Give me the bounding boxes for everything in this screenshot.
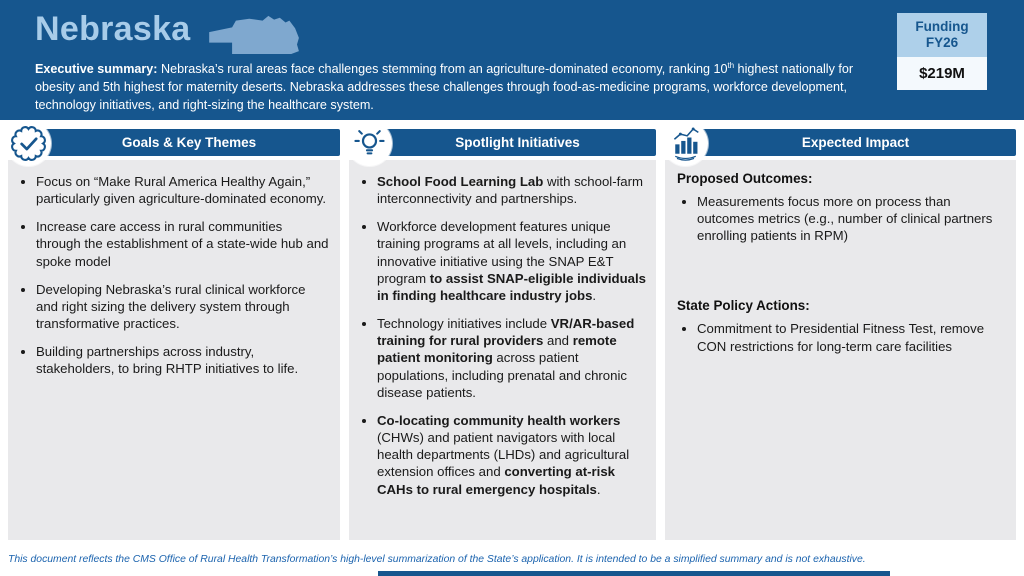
column-spotlight bbox=[349, 129, 656, 540]
executive-summary: Executive summary: Nebraska’s rural areas face challenges stemming from an agriculture-dominated economy, ranking 10th highest nationally for obesity and 5th highest for maternity deserts. Nebraska addresses these challenges through food-as-medicine programs, workforce development, technology initiatives, and right-sizing the healthcare system. bbox=[35, 60, 854, 112]
disclaimer-text: This document reflects the CMS Office of Rural Health Transformation’s high-level summarization of the State’s application. It is intended to be a simplified summary and is not exhaustive. bbox=[8, 554, 866, 565]
funding-amount: $219M bbox=[897, 57, 987, 90]
nebraska-state-silhouette-icon bbox=[204, 13, 306, 55]
goals-bullet-list bbox=[16, 173, 330, 378]
list-item: • Building partnerships across industry, stakeholders, to bring RHTP initiatives to life. bbox=[36, 343, 330, 377]
spotlight-title: Spotlight Initiatives bbox=[455, 135, 580, 150]
columns-container bbox=[8, 129, 1016, 540]
goals-header-bar bbox=[38, 129, 340, 156]
impact-policy-list bbox=[677, 320, 1006, 354]
funding-box bbox=[897, 13, 987, 90]
column-impact bbox=[665, 129, 1016, 540]
list-item: • Focus on “Make Rural America Healthy Again,” particularly given agriculture-dominated economy. bbox=[36, 173, 330, 207]
impact-section-heading: Proposed Outcomes: bbox=[677, 171, 813, 186]
impact-outcomes-list bbox=[677, 193, 1006, 244]
funding-label-line2: FY26 bbox=[925, 34, 959, 50]
goals-body bbox=[8, 160, 340, 540]
list-item: • Commitment to Presidential Fitness Test, remove CON restrictions for long-term care facilities bbox=[697, 320, 1006, 354]
column-goals bbox=[8, 129, 340, 540]
spotlight-body bbox=[349, 160, 656, 540]
impact-body bbox=[665, 160, 1016, 540]
bar-chart-trend-icon bbox=[663, 121, 708, 166]
funding-label-line1: Funding bbox=[915, 19, 969, 34]
page-title: Nebraska bbox=[35, 10, 191, 48]
spotlight-bullet-list bbox=[357, 173, 646, 498]
impact-title: Expected Impact bbox=[801, 135, 910, 150]
funding-label bbox=[897, 13, 987, 57]
list-item: • School Food Learning Lab with school-farm interconnectivity and partnerships. bbox=[377, 173, 646, 207]
list-item: • Workforce development features unique training programs at all levels, including an innovative initiative using the SNAP E&T program to assist SNAP-eligible individuals in finding healthcare industry jobs. bbox=[377, 218, 646, 304]
badge-check-icon bbox=[6, 121, 51, 166]
list-item: • Developing Nebraska’s rural clinical workforce and right sizing the delivery system through transformative practices. bbox=[36, 281, 330, 332]
impact-header-bar bbox=[695, 129, 1016, 156]
header-band bbox=[0, 0, 1024, 120]
lightbulb-icon bbox=[347, 121, 392, 166]
spotlight-header-bar bbox=[379, 129, 656, 156]
list-item: • Measurements focus more on process than outcomes metrics (e.g., number of clinical partners enrolling patients in RPM) bbox=[697, 193, 1006, 244]
goals-title: Goals & Key Themes bbox=[121, 135, 257, 150]
list-item: • Increase care access in rural communities through the establishment of a state-wide hub and spoke model bbox=[36, 218, 330, 269]
list-item: • Technology initiatives include VR/AR-based training for rural providers and remote patient monitoring across patient populations, including prenatal and chronic disease patients. bbox=[377, 315, 646, 401]
list-item: • Co-locating community health workers (CHWs) and patient navigators with local health departments (LHDs) and agricultural extension offices and converting at-risk CAHs to rural emergency hospitals. bbox=[377, 412, 646, 498]
impact-section-heading: State Policy Actions: bbox=[677, 298, 810, 314]
bottom-accent-bar bbox=[378, 571, 890, 576]
